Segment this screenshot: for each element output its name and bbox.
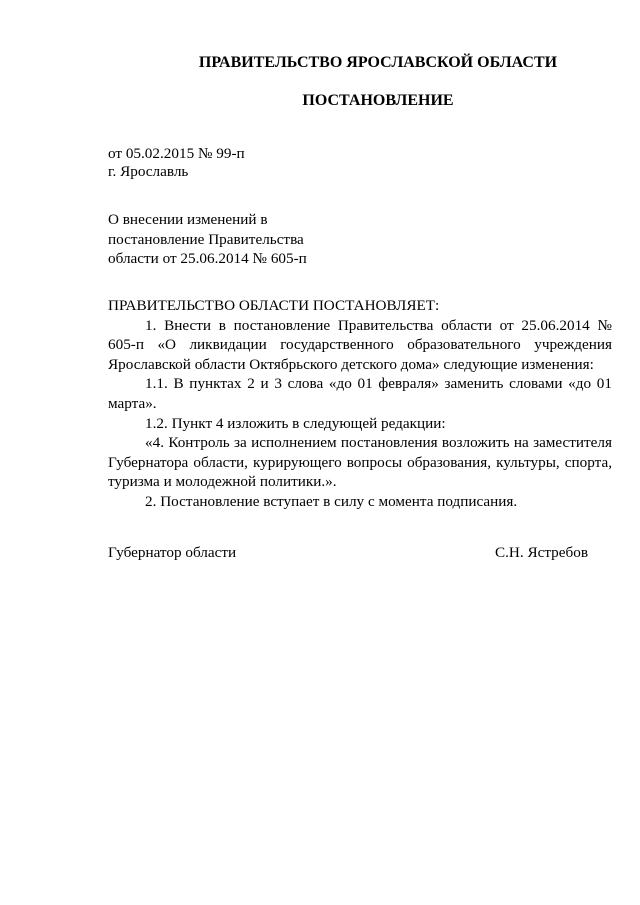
resolves-heading: ПРАВИТЕЛЬСТВО ОБЛАСТИ ПОСТАНОВЛЯЕТ: [108, 297, 440, 314]
resolution-body [108, 296, 612, 512]
signature-name: С.Н. Ястребов [494, 544, 588, 561]
document-type-title: ПОСТАНОВЛЕНИЕ [302, 92, 454, 109]
date-number: от 05.02.2015 № 99-п [108, 145, 245, 162]
item-1-2: 1.2. Пункт 4 изложить в следующей редакции: [145, 414, 446, 432]
government-title: ПРАВИТЕЛЬСТВО ЯРОСЛАВСКОЙ ОБЛАСТИ [198, 54, 558, 71]
subject-line-2: постановление Правительства [108, 231, 304, 248]
city: г. Ярославль [108, 163, 189, 180]
subject-line-3: области от 25.06.2014 № 605-п [108, 250, 307, 267]
item-1-2-text: «4. Контроль за исполнением постановления возложить на заместителя Губернатора области, курирующего вопросы образования, культуры, спорта, туризма и молодежной политики.». [108, 434, 612, 491]
item-2: 2. Постановление вступает в силу с момента подписания. [145, 492, 518, 510]
item-1: 1. Внести в постановление Правительства области от 25.06.2014 № 605-п «О ликвидации государственного образовательного учреждения Ярославской области Октябрьского детского дома» следующие изменения: [108, 316, 612, 373]
item-1-1: 1.1. В пунктах 2 и 3 слова «до 01 февраля» заменить словами «до 01 марта». [108, 375, 612, 412]
signature-position: Губернатор области [108, 544, 237, 561]
subject-line-1: О внесении изменений в [108, 211, 268, 228]
